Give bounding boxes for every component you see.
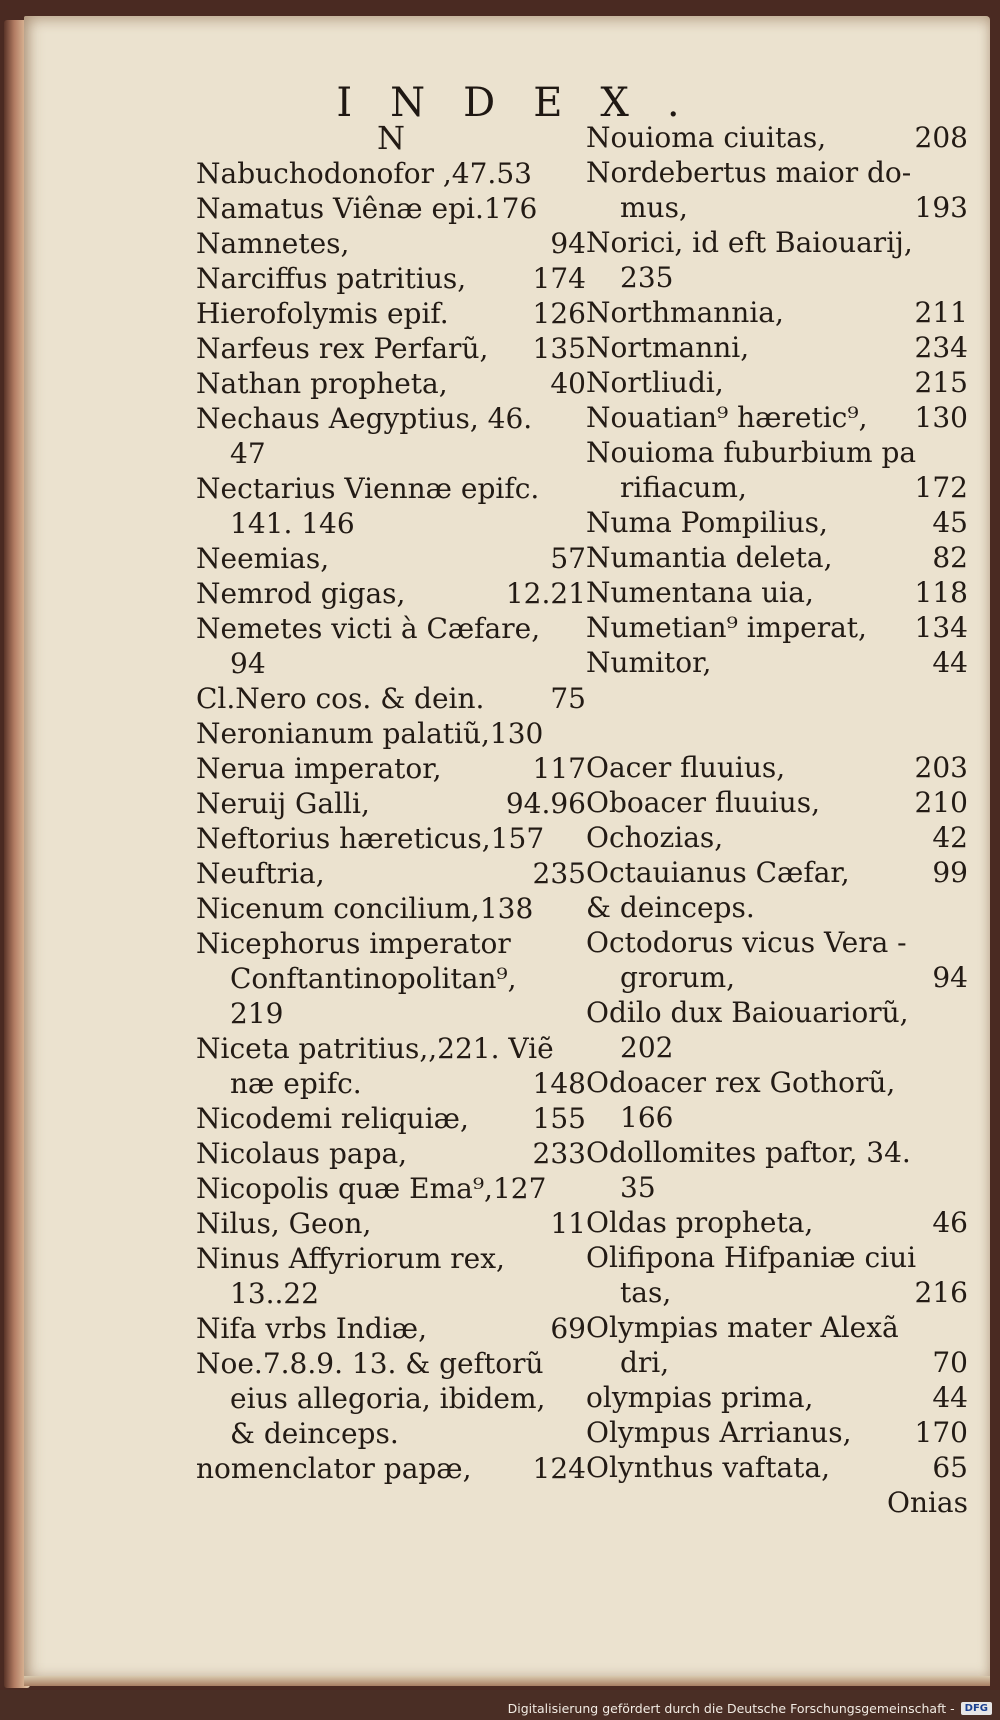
entry-text: Nilus, Geon, <box>196 1207 372 1240</box>
entry-page: 235 <box>532 857 586 890</box>
index-entry <box>196 996 586 1031</box>
entry-page: 124 <box>532 1452 586 1485</box>
entry-page: 234 <box>914 331 968 364</box>
index-entry <box>586 925 968 960</box>
index-entry <box>586 295 968 330</box>
index-entry <box>196 646 586 681</box>
index-entry <box>196 786 586 821</box>
index-entry <box>586 505 968 540</box>
entry-page: 155 <box>532 1102 586 1135</box>
entry-page: 94.96 <box>505 787 586 820</box>
entry-text: Namatus Viênæ epi.176 <box>196 192 538 225</box>
entry-text: 13..22 <box>230 1277 320 1310</box>
entry-page: 94 <box>932 961 968 994</box>
index-entry <box>586 120 968 155</box>
index-entry <box>196 156 586 191</box>
index-entry <box>196 191 586 226</box>
entry-text: 47 <box>230 437 266 470</box>
left-column <box>196 120 586 1486</box>
page-header: INDEX. <box>336 80 718 126</box>
entry-text: & deinceps. <box>230 1417 399 1450</box>
index-entry <box>196 331 586 366</box>
index-entry <box>196 296 586 331</box>
index-entry <box>196 891 586 926</box>
index-entry <box>586 155 968 190</box>
entry-text: Numitor, <box>586 646 712 679</box>
index-entry <box>586 1240 968 1275</box>
index-entry <box>586 890 968 925</box>
index-entry <box>586 540 968 575</box>
index-entry <box>196 226 586 261</box>
entry-page: 211 <box>914 296 968 329</box>
entry-text: Cl.Nero cos. & dein. <box>196 682 485 715</box>
entry-page: 208 <box>914 121 968 154</box>
index-entry <box>196 1066 586 1101</box>
entry-text: Nicopolis quæ Ema⁹,127 <box>196 1172 547 1205</box>
entry-text: olympias prima, <box>586 1381 814 1414</box>
entry-page: 148 <box>532 1067 586 1100</box>
index-entry <box>586 330 968 365</box>
index-entry <box>586 855 968 890</box>
index-entry <box>586 995 968 1030</box>
entry-text: Nicenum concilium,138 <box>196 892 534 925</box>
index-entry <box>586 1345 968 1380</box>
entry-page: 203 <box>914 751 968 784</box>
index-entry <box>586 400 968 435</box>
index-entry <box>196 1311 586 1346</box>
entry-text: & deinceps. <box>586 891 755 924</box>
entry-page: 193 <box>914 191 968 224</box>
entry-page: 130 <box>914 401 968 434</box>
entry-text: 202 <box>620 1031 674 1064</box>
entry-text: Olympus Arrianus, <box>586 1416 852 1449</box>
entry-text: dri, <box>620 1346 670 1379</box>
entry-page: 126 <box>532 297 586 330</box>
entry-text: Neftorius hæreticus,157 <box>196 822 545 855</box>
right-entries-list <box>586 120 968 1485</box>
entry-text: Neemias, <box>196 542 330 575</box>
index-entry <box>196 751 586 786</box>
entry-page: 11 <box>550 1207 586 1240</box>
index-entry <box>196 1276 586 1311</box>
entry-text: Oacer fluuius, <box>586 751 786 784</box>
entry-text: Neronianum palatiũ,130 <box>196 717 544 750</box>
entry-page: 40 <box>550 367 586 400</box>
index-entry <box>586 1030 968 1065</box>
entry-page: 215 <box>914 366 968 399</box>
entry-text: Narciffus patritius, <box>196 262 467 295</box>
entry-page: 75 <box>550 682 586 715</box>
column-gap <box>586 680 968 715</box>
entry-text: Numantia deleta, <box>586 541 833 574</box>
entry-text: Noe.7.8.9. 13. & geftorũ <box>196 1347 544 1380</box>
entry-page: 94 <box>550 227 586 260</box>
entry-text: Odollomites paftor, 34. <box>586 1136 911 1169</box>
entry-text: Octauianus Cæfar, <box>586 856 850 889</box>
index-entry <box>196 961 586 996</box>
entry-text: Conftantinopolitan⁹, <box>230 962 517 995</box>
entry-page: 99 <box>932 856 968 889</box>
index-entry <box>586 1205 968 1240</box>
index-entry <box>196 716 586 751</box>
entry-page: 210 <box>914 786 968 819</box>
index-entry <box>586 1310 968 1345</box>
index-entry <box>196 261 586 296</box>
index-entry <box>586 610 968 645</box>
entry-text: rifiacum, <box>620 471 747 504</box>
index-entry <box>586 1135 968 1170</box>
entry-text: Ochozias, <box>586 821 724 854</box>
entry-text: Nicephorus imperator <box>196 927 511 960</box>
entry-text: Nechaus Aegyptius, 46. <box>196 402 533 435</box>
entry-text: Olifipona Hifpaniæ ciui <box>586 1241 917 1274</box>
entry-page: 134 <box>914 611 968 644</box>
index-entry <box>586 260 968 295</box>
entry-page: 44 <box>932 646 968 679</box>
entry-text: mus, <box>620 191 688 224</box>
index-entry <box>196 1451 586 1486</box>
entry-text: Odoacer rex Gothorũ, <box>586 1066 896 1099</box>
entry-text: Nectarius Viennæ epifc. <box>196 472 540 505</box>
index-entry <box>196 471 586 506</box>
entry-text: 166 <box>620 1101 674 1134</box>
index-entry <box>586 1380 968 1415</box>
entry-text: Nordebertus maior do- <box>586 156 912 189</box>
index-entry <box>196 1171 586 1206</box>
index-entry <box>196 541 586 576</box>
entry-text: Nortmanni, <box>586 331 750 364</box>
index-entry <box>586 645 968 680</box>
entry-text: nomenclator papæ, <box>196 1452 472 1485</box>
entry-text: Nemrod gigas, <box>196 577 406 610</box>
index-entry <box>586 365 968 400</box>
entry-text: Nathan propheta, <box>196 367 448 400</box>
entry-text: Nerua imperator, <box>196 752 442 785</box>
index-entry <box>586 1100 968 1135</box>
entry-text: grorum, <box>620 961 736 994</box>
entry-text: Nifa vrbs Indiæ, <box>196 1312 427 1345</box>
entry-text: Nouioma ciuitas, <box>586 121 827 154</box>
entry-text: Norici, id eft Baiouarij, <box>586 226 913 259</box>
entry-text: Oldas propheta, <box>586 1206 814 1239</box>
index-entry <box>196 681 586 716</box>
entry-text: Nortliudi, <box>586 366 724 399</box>
index-entry <box>586 1065 968 1100</box>
entry-text: Numa Pompilius, <box>586 506 828 539</box>
entry-page: 170 <box>914 1416 968 1449</box>
entry-page: 65 <box>932 1451 968 1484</box>
index-entry <box>586 1450 968 1485</box>
index-entry <box>196 401 586 436</box>
entry-text: Numetian⁹ imperat, <box>586 611 867 644</box>
entry-text: Nicolaus papa, <box>196 1137 408 1170</box>
index-entry <box>196 1416 586 1451</box>
entry-page: 69 <box>550 1312 586 1345</box>
index-entry <box>586 435 968 470</box>
entry-page: 44 <box>932 1381 968 1414</box>
entry-text: Olympias mater Alexã <box>586 1311 899 1344</box>
index-entry <box>586 960 968 995</box>
entry-text: Nemetes victi à Cæfare, <box>196 612 541 645</box>
entry-text: Numentana uia, <box>586 576 814 609</box>
digitization-footer <box>508 1701 992 1716</box>
entry-text: Ninus Affyriorum rex, <box>196 1242 505 1275</box>
entry-text: Namnetes, <box>196 227 350 260</box>
entry-text: Hierofolymis epif. <box>196 297 449 330</box>
index-entry <box>586 785 968 820</box>
entry-text: Northmannia, <box>586 296 784 329</box>
index-entry <box>196 506 586 541</box>
entry-text: Odilo dux Baiouariorũ, <box>586 996 909 1029</box>
entry-page: 82 <box>932 541 968 574</box>
index-entry <box>586 575 968 610</box>
entry-page: 46 <box>932 1206 968 1239</box>
entry-page: 135 <box>532 332 586 365</box>
entry-text: Niceta patritius,,221. Viẽ <box>196 1032 554 1065</box>
entry-text: Nabuchodonofor ,47.53 <box>196 157 532 190</box>
index-entry <box>586 1415 968 1450</box>
entry-text: eius allegoria, ibidem, <box>230 1382 546 1415</box>
index-entry <box>586 470 968 505</box>
entry-text: 235 <box>620 261 674 294</box>
column-gap <box>586 715 968 750</box>
entry-text: tas, <box>620 1276 672 1309</box>
catchword: Onias <box>886 1486 968 1519</box>
page-edge <box>24 1676 990 1686</box>
entry-text: Oboacer fluuius, <box>586 786 820 819</box>
footer-credit: Digitalisierung gefördert durch die Deutsche Forschungsgemeinschaft - <box>507 1701 955 1716</box>
entry-text: Octodorus vicus Vera - <box>586 926 907 959</box>
entry-page: 57 <box>550 542 586 575</box>
dfg-logo: DFG <box>961 1702 992 1715</box>
index-entry <box>196 1241 586 1276</box>
entry-text: Nouatian⁹ hæretic⁹, <box>586 401 868 434</box>
index-entry <box>586 750 968 785</box>
index-entry <box>196 856 586 891</box>
entry-page: 117 <box>532 752 586 785</box>
index-entry <box>586 190 968 225</box>
entry-page: 42 <box>932 821 968 854</box>
entry-page: 233 <box>532 1137 586 1170</box>
index-entry <box>586 820 968 855</box>
index-entry <box>196 366 586 401</box>
entry-text: Olynthus vaftata, <box>586 1451 831 1484</box>
entry-text: næ epifc. <box>230 1067 362 1100</box>
entry-page: 216 <box>914 1276 968 1309</box>
entry-page: 45 <box>932 506 968 539</box>
entry-page: 12.21 <box>505 577 586 610</box>
entry-page: 70 <box>932 1346 968 1379</box>
index-entry <box>196 821 586 856</box>
entry-text: Nouioma fuburbium pa <box>586 436 917 469</box>
index-entry <box>196 1101 586 1136</box>
right-column <box>586 120 968 1520</box>
entry-text: 219 <box>230 997 284 1030</box>
entry-text: Narfeus rex Perfarũ, <box>196 332 489 365</box>
entry-text: 94 <box>230 647 266 680</box>
index-entry <box>586 1170 968 1205</box>
index-entry <box>196 1346 586 1381</box>
index-entry <box>196 1136 586 1171</box>
entry-page: 174 <box>532 262 586 295</box>
book-page <box>24 16 990 1684</box>
index-entry <box>196 436 586 471</box>
index-entry <box>196 926 586 961</box>
index-entry <box>196 611 586 646</box>
index-entry <box>586 1275 968 1310</box>
section-letter: N <box>377 119 405 157</box>
index-entry <box>196 1381 586 1416</box>
entry-text: Neruij Galli, <box>196 787 370 820</box>
index-entry <box>196 1031 586 1066</box>
entry-text: 35 <box>620 1171 656 1204</box>
index-entry <box>196 576 586 611</box>
entry-text: Neuftria, <box>196 857 325 890</box>
entry-text: Nicodemi reliquiæ, <box>196 1102 469 1135</box>
index-entry <box>586 225 968 260</box>
entry-page: 118 <box>914 576 968 609</box>
index-entry <box>196 1206 586 1241</box>
left-entries-list <box>196 156 586 1486</box>
entry-page: 172 <box>914 471 968 504</box>
entry-text: 141. 146 <box>230 507 355 540</box>
